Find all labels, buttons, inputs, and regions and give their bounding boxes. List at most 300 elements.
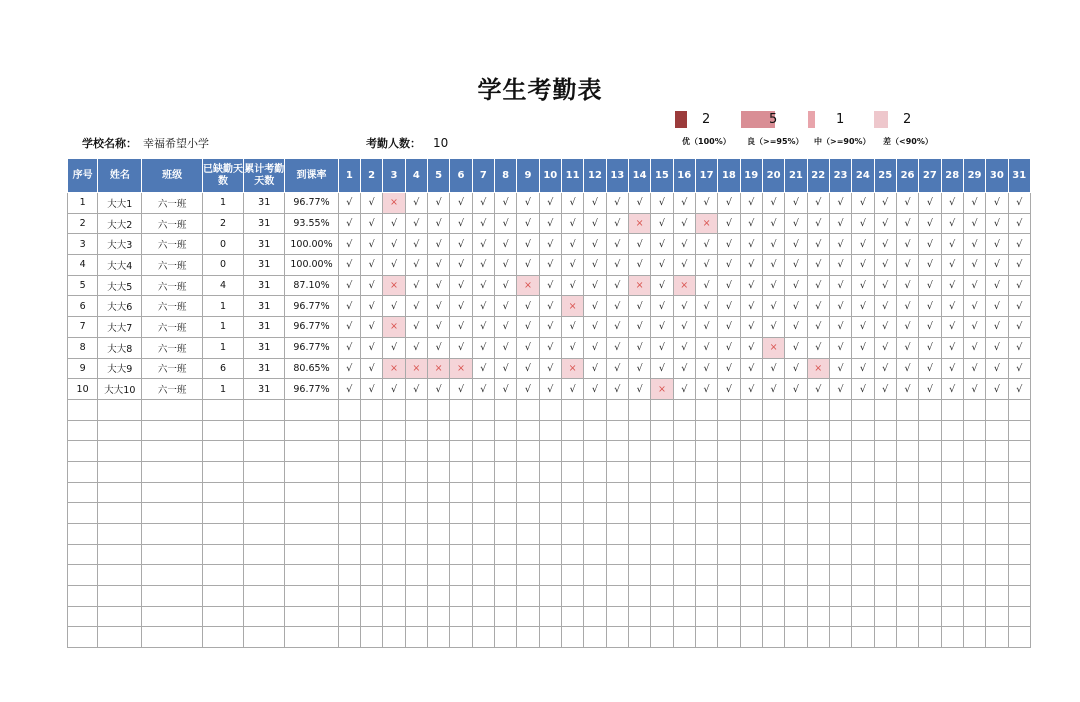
table-row — [68, 358, 1031, 379]
present-mark: √ — [740, 358, 762, 379]
empty-cell — [852, 461, 874, 482]
empty-cell — [986, 420, 1008, 441]
present-mark: √ — [762, 379, 784, 400]
cell-total: 31 — [244, 193, 285, 214]
empty-cell — [450, 544, 472, 565]
empty-cell — [673, 503, 695, 524]
present-mark: √ — [852, 317, 874, 338]
present-mark: √ — [472, 379, 494, 400]
empty-cell — [561, 482, 583, 503]
legend-swatch-excellent — [675, 111, 687, 128]
empty-cell — [405, 482, 427, 503]
empty-cell — [718, 482, 740, 503]
empty-cell — [383, 503, 405, 524]
empty-cell — [941, 606, 963, 627]
empty-cell — [986, 441, 1008, 462]
header-day-14: 14 — [628, 159, 650, 193]
table-row — [68, 234, 1031, 255]
empty-cell — [361, 606, 383, 627]
empty-cell — [673, 544, 695, 565]
present-mark: √ — [963, 358, 985, 379]
present-mark: √ — [584, 213, 606, 234]
empty-cell — [628, 399, 650, 420]
empty-cell — [517, 461, 539, 482]
present-mark: √ — [874, 255, 896, 276]
header-day-5: 5 — [427, 159, 449, 193]
cell-class: 六一班 — [142, 358, 202, 379]
empty-cell — [517, 627, 539, 648]
present-mark: √ — [874, 234, 896, 255]
present-mark: √ — [517, 317, 539, 338]
present-mark: √ — [427, 275, 449, 296]
header-class: 班级 — [142, 159, 202, 193]
empty-cell — [450, 441, 472, 462]
present-mark: √ — [494, 234, 516, 255]
present-mark: √ — [673, 213, 695, 234]
empty-row — [68, 627, 1031, 648]
present-mark: √ — [517, 255, 539, 276]
cell-name: 大大6 — [98, 296, 142, 317]
empty-cell — [68, 441, 98, 462]
empty-cell — [338, 441, 360, 462]
cell-rate: 100.00% — [285, 255, 338, 276]
present-mark: √ — [450, 213, 472, 234]
empty-cell — [919, 544, 941, 565]
empty-cell — [584, 482, 606, 503]
empty-cell — [584, 503, 606, 524]
present-mark: √ — [517, 193, 539, 214]
empty-cell — [427, 565, 449, 586]
empty-cell — [695, 524, 717, 545]
present-mark: √ — [338, 358, 360, 379]
empty-cell — [517, 441, 539, 462]
header-day-12: 12 — [584, 159, 606, 193]
present-mark: √ — [561, 234, 583, 255]
empty-cell — [740, 524, 762, 545]
empty-cell — [244, 627, 285, 648]
absent-mark: × — [651, 379, 673, 400]
empty-cell — [874, 441, 896, 462]
header-day-31: 31 — [1008, 159, 1030, 193]
present-mark: √ — [718, 255, 740, 276]
present-mark: √ — [651, 255, 673, 276]
empty-cell — [807, 565, 829, 586]
present-mark: √ — [785, 317, 807, 338]
empty-cell — [785, 399, 807, 420]
present-mark: √ — [695, 255, 717, 276]
empty-cell — [762, 461, 784, 482]
present-mark: √ — [986, 234, 1008, 255]
present-mark: √ — [762, 255, 784, 276]
empty-cell — [142, 441, 202, 462]
empty-cell — [142, 627, 202, 648]
empty-cell — [338, 482, 360, 503]
present-mark: √ — [361, 317, 383, 338]
present-mark: √ — [361, 234, 383, 255]
present-mark: √ — [963, 213, 985, 234]
present-mark: √ — [1008, 193, 1030, 214]
cell-seq: 5 — [68, 275, 98, 296]
present-mark: √ — [606, 296, 628, 317]
empty-cell — [142, 399, 202, 420]
present-mark: √ — [829, 317, 851, 338]
cell-rate: 96.77% — [285, 296, 338, 317]
empty-cell — [695, 606, 717, 627]
header-absent-days: 已缺勤天数 — [202, 159, 243, 193]
header-day-10: 10 — [539, 159, 561, 193]
table-row — [68, 213, 1031, 234]
present-mark: √ — [338, 317, 360, 338]
header-day-8: 8 — [494, 159, 516, 193]
empty-cell — [874, 399, 896, 420]
present-mark: √ — [450, 317, 472, 338]
empty-cell — [651, 565, 673, 586]
present-mark: √ — [695, 193, 717, 214]
present-mark: √ — [718, 193, 740, 214]
cell-total: 31 — [244, 296, 285, 317]
empty-cell — [202, 606, 243, 627]
empty-cell — [941, 524, 963, 545]
empty-cell — [896, 606, 918, 627]
empty-cell — [785, 544, 807, 565]
table-row — [68, 275, 1031, 296]
present-mark: √ — [986, 193, 1008, 214]
present-mark: √ — [539, 213, 561, 234]
empty-row — [68, 399, 1031, 420]
empty-cell — [517, 420, 539, 441]
present-mark: √ — [338, 379, 360, 400]
present-mark: √ — [919, 213, 941, 234]
present-mark: √ — [852, 234, 874, 255]
present-mark: √ — [405, 337, 427, 358]
present-mark: √ — [1008, 255, 1030, 276]
empty-cell — [718, 565, 740, 586]
empty-cell — [202, 586, 243, 607]
empty-cell — [98, 565, 142, 586]
present-mark: √ — [1008, 275, 1030, 296]
empty-cell — [285, 627, 338, 648]
present-mark: √ — [561, 337, 583, 358]
absent-mark: × — [628, 213, 650, 234]
empty-row — [68, 524, 1031, 545]
empty-cell — [361, 399, 383, 420]
empty-cell — [718, 441, 740, 462]
header-total-days: 累计考勤天数 — [244, 159, 285, 193]
empty-cell — [807, 524, 829, 545]
empty-cell — [963, 627, 985, 648]
present-mark: √ — [494, 317, 516, 338]
present-mark: √ — [762, 317, 784, 338]
empty-cell — [427, 399, 449, 420]
empty-cell — [963, 399, 985, 420]
empty-cell — [941, 420, 963, 441]
present-mark: √ — [472, 296, 494, 317]
empty-cell — [202, 524, 243, 545]
cell-seq: 7 — [68, 317, 98, 338]
empty-cell — [874, 606, 896, 627]
cell-seq: 1 — [68, 193, 98, 214]
empty-cell — [561, 627, 583, 648]
empty-cell — [896, 420, 918, 441]
cell-class: 六一班 — [142, 275, 202, 296]
empty-cell — [405, 606, 427, 627]
empty-cell — [285, 565, 338, 586]
present-mark: √ — [606, 317, 628, 338]
empty-cell — [285, 503, 338, 524]
present-mark: √ — [584, 337, 606, 358]
empty-cell — [68, 399, 98, 420]
empty-cell — [427, 441, 449, 462]
empty-cell — [383, 441, 405, 462]
empty-cell — [383, 565, 405, 586]
empty-cell — [1008, 627, 1030, 648]
empty-cell — [427, 420, 449, 441]
table-row — [68, 296, 1031, 317]
legend-swatch-poor — [874, 111, 888, 128]
present-mark: √ — [695, 358, 717, 379]
cell-total: 31 — [244, 234, 285, 255]
empty-cell — [807, 586, 829, 607]
empty-cell — [584, 627, 606, 648]
present-mark: √ — [673, 234, 695, 255]
empty-cell — [561, 441, 583, 462]
empty-cell — [285, 586, 338, 607]
empty-cell — [651, 524, 673, 545]
empty-cell — [651, 544, 673, 565]
present-mark: √ — [762, 296, 784, 317]
present-mark: √ — [494, 255, 516, 276]
empty-cell — [405, 565, 427, 586]
header-day-15: 15 — [651, 159, 673, 193]
empty-cell — [561, 524, 583, 545]
empty-cell — [98, 503, 142, 524]
empty-cell — [829, 503, 851, 524]
empty-cell — [963, 441, 985, 462]
empty-cell — [852, 420, 874, 441]
empty-cell — [963, 586, 985, 607]
empty-cell — [405, 461, 427, 482]
empty-cell — [142, 565, 202, 586]
empty-cell — [740, 420, 762, 441]
cell-name: 大大2 — [98, 213, 142, 234]
present-mark: √ — [405, 255, 427, 276]
empty-cell — [807, 627, 829, 648]
present-mark: √ — [785, 213, 807, 234]
empty-cell — [807, 544, 829, 565]
empty-cell — [98, 461, 142, 482]
page-title: 学生考勤表 — [477, 76, 603, 104]
present-mark: √ — [740, 296, 762, 317]
present-mark: √ — [472, 337, 494, 358]
present-mark: √ — [361, 275, 383, 296]
absent-mark: × — [383, 275, 405, 296]
empty-cell — [673, 441, 695, 462]
present-mark: √ — [606, 255, 628, 276]
present-mark: √ — [494, 296, 516, 317]
empty-cell — [785, 524, 807, 545]
empty-cell — [896, 565, 918, 586]
empty-cell — [695, 586, 717, 607]
empty-cell — [584, 586, 606, 607]
empty-cell — [539, 441, 561, 462]
empty-cell — [695, 503, 717, 524]
present-mark: √ — [762, 358, 784, 379]
empty-cell — [584, 461, 606, 482]
present-mark: √ — [829, 296, 851, 317]
present-mark: √ — [651, 317, 673, 338]
empty-cell — [986, 399, 1008, 420]
empty-cell — [494, 627, 516, 648]
empty-cell — [628, 482, 650, 503]
empty-cell — [361, 420, 383, 441]
empty-cell — [361, 441, 383, 462]
empty-cell — [628, 544, 650, 565]
empty-cell — [450, 461, 472, 482]
present-mark: √ — [673, 337, 695, 358]
empty-cell — [740, 503, 762, 524]
empty-cell — [852, 586, 874, 607]
empty-cell — [606, 420, 628, 441]
empty-cell — [785, 586, 807, 607]
empty-cell — [807, 399, 829, 420]
empty-row — [68, 503, 1031, 524]
present-mark: √ — [762, 234, 784, 255]
empty-cell — [202, 420, 243, 441]
present-mark: √ — [874, 296, 896, 317]
empty-cell — [606, 461, 628, 482]
empty-cell — [919, 524, 941, 545]
empty-cell — [785, 606, 807, 627]
empty-cell — [361, 586, 383, 607]
empty-cell — [244, 544, 285, 565]
empty-cell — [383, 586, 405, 607]
empty-cell — [494, 482, 516, 503]
empty-cell — [718, 503, 740, 524]
empty-cell — [919, 482, 941, 503]
present-mark: √ — [472, 213, 494, 234]
empty-cell — [695, 627, 717, 648]
table-row — [68, 337, 1031, 358]
empty-cell — [285, 524, 338, 545]
empty-cell — [517, 524, 539, 545]
empty-cell — [338, 503, 360, 524]
present-mark: √ — [427, 337, 449, 358]
empty-cell — [941, 565, 963, 586]
empty-cell — [539, 627, 561, 648]
empty-cell — [718, 420, 740, 441]
empty-cell — [68, 503, 98, 524]
empty-cell — [472, 524, 494, 545]
empty-cell — [606, 482, 628, 503]
empty-cell — [874, 586, 896, 607]
empty-cell — [963, 420, 985, 441]
present-mark: √ — [941, 317, 963, 338]
present-mark: √ — [941, 275, 963, 296]
cell-seq: 9 — [68, 358, 98, 379]
present-mark: √ — [740, 193, 762, 214]
present-mark: √ — [963, 337, 985, 358]
empty-cell — [244, 503, 285, 524]
present-mark: √ — [472, 317, 494, 338]
empty-cell — [651, 503, 673, 524]
empty-cell — [142, 524, 202, 545]
empty-cell — [606, 606, 628, 627]
present-mark: √ — [405, 193, 427, 214]
present-mark: √ — [963, 255, 985, 276]
present-mark: √ — [338, 193, 360, 214]
empty-cell — [244, 586, 285, 607]
present-mark: √ — [383, 255, 405, 276]
empty-cell — [896, 524, 918, 545]
present-mark: √ — [807, 379, 829, 400]
empty-cell — [98, 420, 142, 441]
present-mark: √ — [383, 213, 405, 234]
empty-cell — [584, 399, 606, 420]
absent-mark: × — [427, 358, 449, 379]
cell-seq: 2 — [68, 213, 98, 234]
present-mark: √ — [919, 358, 941, 379]
empty-cell — [628, 441, 650, 462]
empty-cell — [494, 503, 516, 524]
empty-cell — [405, 544, 427, 565]
cell-class: 六一班 — [142, 317, 202, 338]
empty-cell — [762, 565, 784, 586]
empty-cell — [852, 482, 874, 503]
empty-cell — [472, 461, 494, 482]
empty-cell — [561, 606, 583, 627]
header-name: 姓名 — [98, 159, 142, 193]
header-day-3: 3 — [383, 159, 405, 193]
empty-cell — [874, 503, 896, 524]
empty-cell — [1008, 441, 1030, 462]
present-mark: √ — [1008, 234, 1030, 255]
present-mark: √ — [896, 379, 918, 400]
present-mark: √ — [896, 317, 918, 338]
cell-class: 六一班 — [142, 255, 202, 276]
present-mark: √ — [450, 337, 472, 358]
present-mark: √ — [1008, 213, 1030, 234]
empty-cell — [68, 482, 98, 503]
empty-cell — [740, 482, 762, 503]
empty-cell — [338, 461, 360, 482]
present-mark: √ — [561, 317, 583, 338]
header-day-4: 4 — [405, 159, 427, 193]
present-mark: √ — [673, 317, 695, 338]
empty-cell — [986, 565, 1008, 586]
empty-cell — [98, 544, 142, 565]
present-mark: √ — [651, 337, 673, 358]
empty-cell — [517, 399, 539, 420]
present-mark: √ — [628, 337, 650, 358]
present-mark: √ — [852, 296, 874, 317]
empty-cell — [785, 441, 807, 462]
present-mark: √ — [427, 379, 449, 400]
empty-cell — [202, 627, 243, 648]
empty-cell — [539, 399, 561, 420]
present-mark: √ — [651, 275, 673, 296]
present-mark: √ — [517, 213, 539, 234]
cell-rate: 96.77% — [285, 193, 338, 214]
empty-cell — [98, 586, 142, 607]
table-row — [68, 379, 1031, 400]
present-mark: √ — [718, 234, 740, 255]
empty-cell — [539, 586, 561, 607]
empty-cell — [919, 420, 941, 441]
present-mark: √ — [361, 213, 383, 234]
absent-mark: × — [807, 358, 829, 379]
empty-cell — [963, 461, 985, 482]
absent-mark: × — [561, 358, 583, 379]
